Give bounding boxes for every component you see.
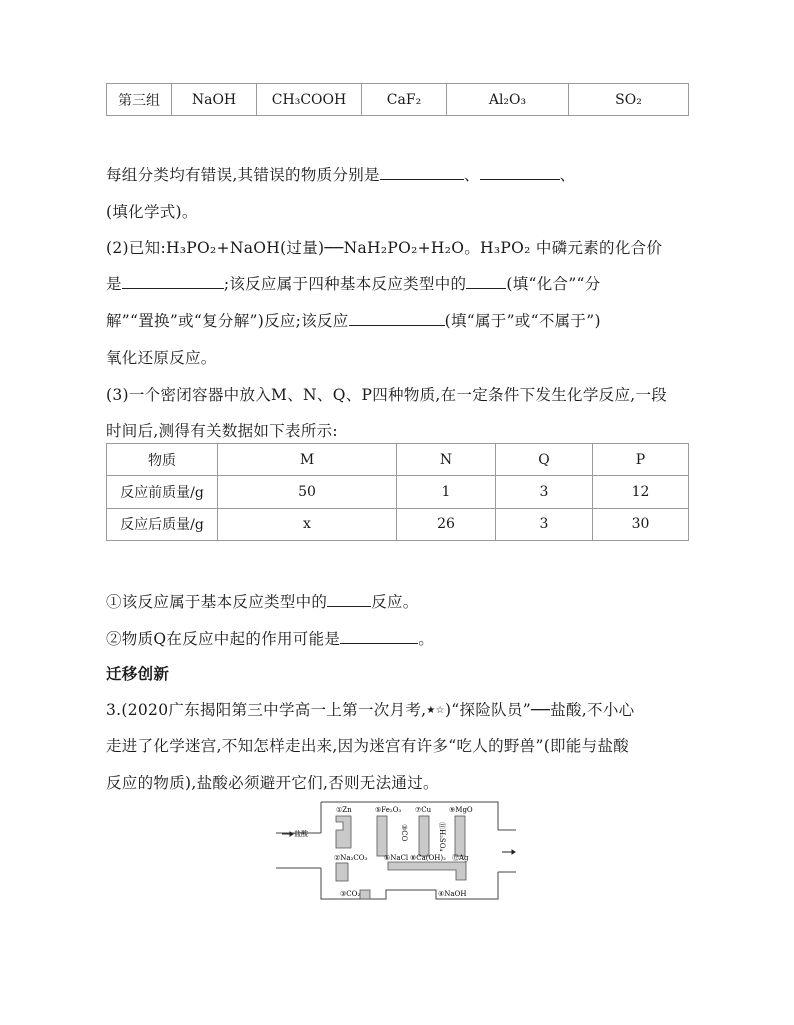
- separator: 、: [559, 166, 576, 184]
- group3-table: [106, 83, 689, 116]
- q2-text: 是: [106, 275, 122, 293]
- answer-blank[interactable]: [349, 311, 445, 326]
- q1-text: 每组分类均有错误,其错误的物质分别是: [106, 166, 380, 184]
- answer-blank[interactable]: [380, 165, 464, 180]
- exit-arrow-head: [512, 850, 515, 854]
- table-cell: SO₂: [569, 84, 689, 116]
- table-cell: 3: [496, 476, 593, 508]
- fe2o3-block: [377, 816, 387, 856]
- answer-blank[interactable]: [466, 274, 506, 289]
- table-header: M: [218, 444, 397, 476]
- q3-line2: 时间后,测得有关数据如下表所示:: [106, 422, 338, 440]
- q4-line1: [106, 698, 634, 720]
- answer-blank[interactable]: [327, 592, 371, 607]
- fe2o3-label: ⑤Fe₂O₃: [375, 806, 402, 814]
- q3-text: 。: [418, 630, 435, 648]
- q2-line1: (2)已知:H₃PO₂+NaOH(过量)──NaH₂PO₂+H₂O。H₃PO₂ 中磷元素的化合价: [106, 239, 663, 257]
- table-header: 物质: [107, 444, 218, 476]
- table-row: [107, 84, 689, 116]
- table-row: [107, 508, 689, 540]
- q4-text: )“探险队员”──盐酸,不小心: [444, 701, 635, 719]
- na2co3-label: ②Na₂CO₃: [334, 854, 368, 862]
- table-cell: 50: [218, 476, 397, 508]
- table-row: [107, 476, 689, 508]
- entry-label: 盐酸: [294, 830, 308, 838]
- mgo-label: ⑨MgO: [449, 806, 473, 814]
- naoh-label: ④NaOH: [438, 890, 467, 898]
- table-cell: 反应后质量/g: [107, 508, 218, 540]
- q1-line2: (填化学式)。: [106, 203, 198, 221]
- h2so4-label: ⑪H₂SO₄: [438, 822, 446, 852]
- ag-label: ⑫Ag: [452, 854, 469, 862]
- co2-block: [360, 890, 370, 899]
- q2-text: (填“化合”“分: [506, 275, 601, 293]
- table-cell: CH₃COOH: [257, 84, 362, 116]
- table-cell: Al₂O₃: [447, 84, 569, 116]
- table-cell: CaF₂: [362, 84, 447, 116]
- co-label: ③CO: [400, 824, 408, 842]
- caoh2-label: ⑧Ca(OH)₂: [410, 854, 446, 862]
- zn-label: ①Zn: [336, 806, 352, 814]
- q3-line1: (3)一个密闭容器中放入M、N、Q、P四种物质,在一定条件下发生化学反应,一段: [106, 386, 668, 404]
- na2co3-block: [336, 863, 348, 881]
- q2-text: (填“属于”或“不属于”): [444, 312, 601, 330]
- q2-line3: [106, 309, 601, 331]
- q3-text: ①该反应属于基本反应类型中的: [106, 593, 328, 611]
- q4-text: 3.(2020广东揭阳第三中学高一上第一次月考,: [106, 701, 427, 719]
- table-header: Q: [496, 444, 593, 476]
- q2-line2: [106, 272, 601, 294]
- difficulty-stars: ★☆: [426, 705, 445, 716]
- answer-blank[interactable]: [340, 629, 418, 644]
- nacl-label: ⑥NaCl: [384, 854, 409, 862]
- table-cell: x: [218, 508, 397, 540]
- group-label-cell: 第三组: [107, 84, 172, 116]
- q2-line4: 氧化还原反应。: [106, 349, 217, 367]
- mass-table: [106, 443, 689, 541]
- table-header: P: [593, 444, 689, 476]
- table-cell: 26: [397, 508, 496, 540]
- table-header-row: [107, 444, 689, 476]
- table-cell: 1: [397, 476, 496, 508]
- section-title: 迁移创新: [106, 665, 170, 683]
- q3-sub1: [106, 590, 419, 612]
- q3-text: 反应。: [371, 593, 419, 611]
- q3-sub2: [106, 627, 434, 649]
- table-cell: 30: [593, 508, 689, 540]
- answer-blank[interactable]: [480, 165, 560, 180]
- q1-line1: [106, 163, 575, 185]
- maze-diagram: [276, 800, 516, 905]
- zn-block: [336, 816, 351, 848]
- co2-label: ③CO₂: [340, 890, 361, 898]
- separator: 、: [463, 166, 480, 184]
- table-cell: 12: [593, 476, 689, 508]
- q2-text: ;该反应属于四种基本反应类型中的: [223, 275, 467, 293]
- mgo-block: [455, 816, 465, 856]
- table-cell: 3: [496, 508, 593, 540]
- answer-blank[interactable]: [122, 274, 224, 289]
- cu-block: [419, 816, 429, 856]
- q4-line3: 反应的物质),盐酸必须避开它们,否则无法通过。: [106, 774, 439, 792]
- q2-text: 解”“置换”或“复分解”)反应;该反应: [106, 312, 349, 330]
- cu-label: ⑦Cu: [415, 806, 432, 814]
- q4-line2: 走进了化学迷宫,不知怎样走出来,因为迷宫有许多“吃人的野兽”(即能与盐酸: [106, 737, 630, 755]
- table-cell: NaOH: [172, 84, 257, 116]
- table-header: N: [397, 444, 496, 476]
- q3-text: ②物质Q在反应中起的作用可能是: [106, 630, 341, 648]
- table-cell: 反应前质量/g: [107, 476, 218, 508]
- naoh-block: [388, 862, 466, 880]
